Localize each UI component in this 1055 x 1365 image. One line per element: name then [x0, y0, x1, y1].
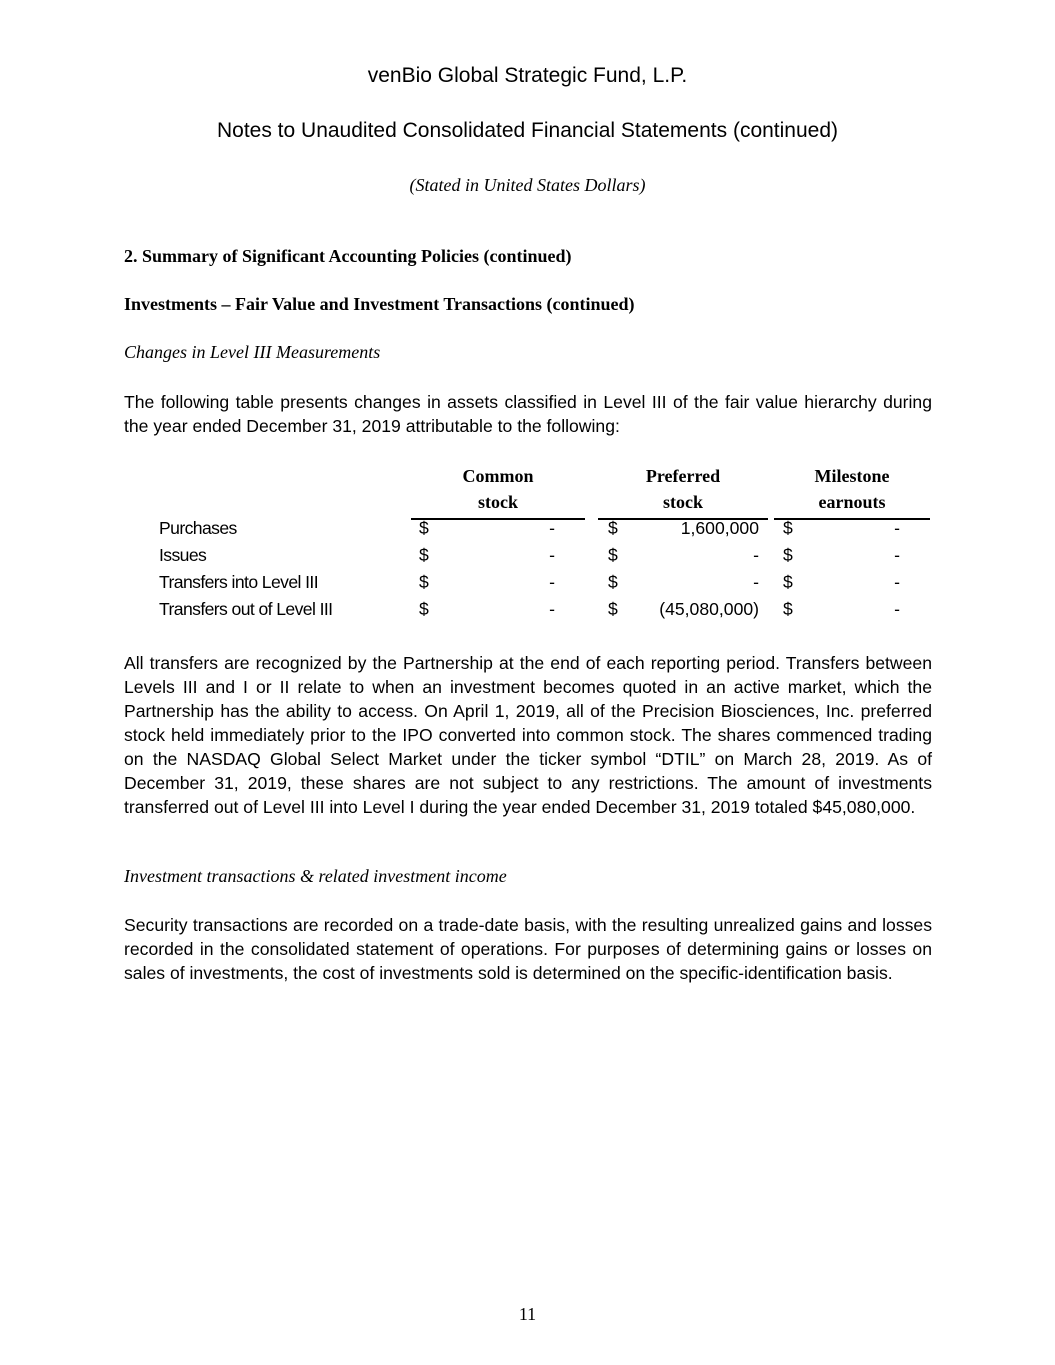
row-label: Transfers out of Level III [159, 599, 333, 619]
currency-note: (Stated in United States Dollars) [409, 175, 646, 195]
column-header-line1: Milestone [814, 466, 890, 486]
page-number: 11 [518, 1304, 537, 1324]
row-label: Issues [159, 545, 207, 565]
transfers-paragraph: All transfers are recognized by the Partnership at the end of each reporting period. Transfers between Levels III and I or II relate to when an investment becomes quoted in an active market, which the Partnership has the ability to access. On April 1, 2019, all of the Precision Biosciences, Inc. preferred stock held immediately prior to the IPO converted into common stock. The shares commenced trading on the NASDAQ Global Select Market under the ticker symbol “DTIL” on March 28, 2019. As of December 31, 2019, these shares are not subject to any restrictions. The amount of investments transferred out of Level III into Level I during the year ended December 31, 2019 totaled $45,080,000. [124, 653, 932, 817]
column-header-line2: stock [478, 492, 518, 512]
cell-value: - [753, 545, 759, 565]
table-row-issues [0, 545, 1055, 572]
cell-value: (45,080,000) [659, 599, 759, 619]
table-row-purchases [0, 518, 1055, 545]
currency-symbol: $ [783, 545, 793, 565]
column-header-line2: earnouts [818, 492, 886, 512]
section-subheading: Investments – Fair Value and Investment Transactions (continued) [124, 294, 635, 314]
cell-value: - [894, 545, 900, 565]
cell-value: - [549, 599, 555, 619]
currency-symbol: $ [608, 599, 618, 619]
currency-symbol: $ [783, 518, 793, 538]
table-row-transfers-out [0, 599, 1055, 626]
row-label: Purchases [159, 518, 237, 538]
investment-transactions-title: Investment transactions & related investment income [124, 866, 507, 886]
cell-value: - [549, 572, 555, 592]
currency-symbol: $ [419, 572, 429, 592]
currency-symbol: $ [419, 545, 429, 565]
fund-name: venBio Global Strategic Fund, L.P. [367, 64, 688, 87]
column-header-line1: Common [462, 466, 534, 486]
column-header-common-stock [411, 463, 585, 515]
investment-transactions-paragraph: Security transactions are recorded on a trade-date basis, with the resulting unrealized gains and losses recorded in the consolidated statement of operations. For purposes of determining gains or losses on sales of investments, the cost of investments sold is determined on the specific-identification basis. [124, 915, 932, 983]
cell-value: - [894, 599, 900, 619]
currency-symbol: $ [608, 518, 618, 538]
level3-title: Changes in Level III Measurements [124, 342, 381, 362]
column-header-line2: stock [663, 492, 703, 512]
currency-symbol: $ [419, 599, 429, 619]
currency-symbol: $ [419, 518, 429, 538]
cell-value: 1,600,000 [680, 518, 759, 538]
currency-symbol: $ [783, 572, 793, 592]
column-header-preferred-stock [598, 463, 768, 515]
statement-title: Notes to Unaudited Consolidated Financial Statements (continued) [216, 119, 839, 142]
cell-value: - [894, 518, 900, 538]
currency-symbol: $ [608, 572, 618, 592]
column-header-line1: Preferred [645, 466, 721, 486]
section-heading: 2. Summary of Significant Accounting Policies (continued) [124, 246, 572, 266]
table-row-transfers-in [0, 572, 1055, 599]
cell-value: - [549, 545, 555, 565]
cell-value: - [753, 572, 759, 592]
currency-symbol: $ [783, 599, 793, 619]
cell-value: - [894, 572, 900, 592]
level3-intro-paragraph: The following table presents changes in assets classified in Level III of the fair value hierarchy during the year ended December 31, 2019 attributable to the following: [124, 392, 932, 436]
currency-symbol: $ [608, 545, 618, 565]
row-label: Transfers into Level III [159, 572, 319, 592]
column-header-milestone-earnouts [774, 463, 930, 515]
cell-value: - [549, 518, 555, 538]
